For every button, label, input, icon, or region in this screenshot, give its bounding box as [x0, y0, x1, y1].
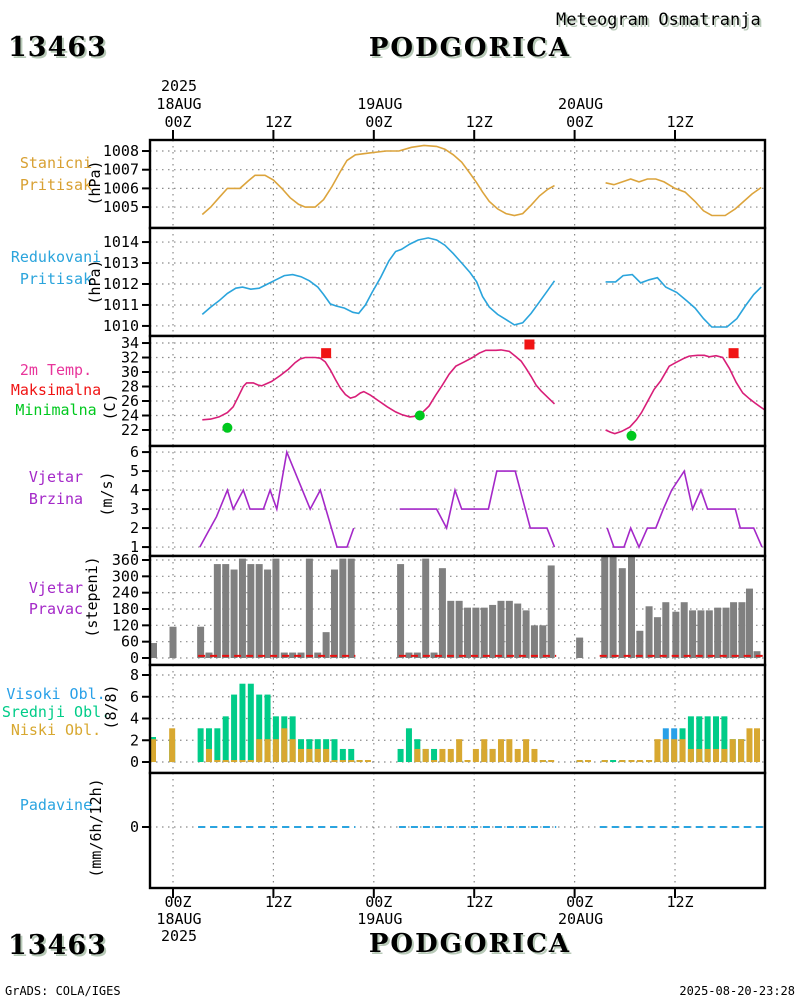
cloud-low-bar [340, 760, 346, 762]
ytick-label: 1005 [102, 198, 139, 217]
cloud-low-bar [456, 739, 462, 762]
unit-label-stepeni: (stepeni) [83, 556, 101, 638]
wind-direction-bar [662, 602, 669, 658]
panel-redukovani-pritisak [103, 228, 765, 336]
unit-label-88: (8/8) [102, 684, 120, 730]
wind-direction-bar [422, 559, 429, 658]
timestamp: 2025-08-20-23:28 [679, 984, 795, 998]
wind-direction-bar [738, 602, 745, 658]
cloud-low-bar [629, 760, 635, 762]
cloud-low-bar [465, 760, 471, 762]
ytick-label: 5 [129, 462, 139, 481]
cloud-low-bar [223, 760, 229, 762]
wind-direction-bar [256, 564, 263, 658]
cloud-mid-bar [248, 684, 254, 762]
wind-direction-bar [264, 570, 271, 658]
cloud-mid-bar [239, 684, 245, 762]
date-label-bottom: 19AUG [357, 910, 403, 928]
cloud-low-bar [498, 739, 504, 762]
label-line: Vjetar [28, 468, 84, 486]
panel-temperatura [121, 334, 765, 446]
time-label-top: 12Z [264, 113, 292, 131]
label-line: 2m Temp. [19, 361, 93, 379]
cloud-low-bar [298, 749, 304, 762]
cloud-mid-bar [610, 760, 616, 762]
wind-direction-bar [331, 570, 338, 658]
cloud-low-bar [680, 739, 686, 762]
date-label-top: 18AUG [156, 95, 202, 113]
wind-direction-bar [610, 556, 617, 658]
cloud-low-bar [265, 739, 271, 762]
cloud-low-bar [602, 760, 608, 762]
marker-maksimalna [321, 348, 331, 358]
label-line: Minimalna [15, 401, 97, 419]
wind-direction-bar [531, 625, 538, 658]
time-label-top: 00Z [566, 113, 594, 131]
wind-direction-bar [723, 608, 730, 658]
grads-credit: GrADS: COLA/IGES [5, 984, 121, 998]
marker-minimalna [222, 423, 232, 433]
cloud-low-bar [730, 739, 736, 762]
cloud-mid-bar [223, 716, 229, 762]
cloud-low-bar [585, 760, 591, 762]
wind-direction-bar [197, 627, 204, 658]
time-label-top: 00Z [164, 113, 192, 131]
wind-direction-bar [397, 564, 404, 658]
wind-direction-bar [697, 610, 704, 658]
wind-direction-bar [464, 608, 471, 658]
panel-padavine [130, 773, 765, 888]
ytick-label: 2 [129, 731, 139, 750]
wind-direction-bar [514, 604, 521, 658]
cloud-low-bar [448, 749, 454, 762]
wind-direction-bar [323, 632, 330, 658]
ytick-label: 6 [129, 687, 139, 706]
cloud-low-bar [490, 749, 496, 762]
wind-direction-bar [746, 589, 753, 658]
wind-direction-bar [497, 601, 504, 658]
cloud-low-bar [473, 749, 479, 762]
wind-direction-bar [646, 606, 653, 658]
cloud-low-bar [206, 749, 212, 762]
wind-direction-bar [681, 602, 688, 658]
time-label-bottom: 00Z [566, 893, 594, 911]
meteogram-subtitle: Meteogram Osmatranja [556, 10, 761, 30]
marker-minimalna [415, 410, 425, 420]
page-title-bottom: PODGORICA [368, 929, 572, 959]
cloud-low-bar [688, 749, 694, 762]
cloud-low-bar [481, 739, 487, 762]
cloud-low-bar [523, 739, 529, 762]
cloud-low-bar [169, 728, 175, 762]
panel-vjetar-brzina [130, 443, 765, 556]
cloud-mid-bar [331, 739, 337, 762]
cloud-low-bar [323, 749, 329, 762]
cloud-low-bar [439, 749, 445, 762]
panel-label-vjetar-brzina [0, 466, 112, 510]
marker-maksimalna [524, 339, 534, 349]
ytick-label: 1013 [102, 254, 139, 273]
ytick-label: 1007 [102, 160, 139, 179]
cloud-low-bar [357, 760, 363, 762]
wind-direction-bar [170, 627, 177, 658]
cloud-low-bar [705, 749, 711, 762]
label-line: Stanicni [19, 154, 93, 172]
ytick-label: 30 [120, 363, 139, 382]
wind-direction-bar [339, 559, 346, 658]
cloud-low-bar [548, 760, 554, 762]
cloud-low-bar [646, 760, 652, 762]
ytick-label: 32 [120, 348, 139, 367]
wind-direction-bar [548, 565, 555, 658]
time-label-top: 00Z [365, 113, 393, 131]
wind-direction-bar [272, 559, 279, 658]
ytick-label: 240 [111, 583, 139, 602]
time-label-bottom: 12Z [264, 893, 292, 911]
unit-label-mm: (mm/6h/12h) [87, 778, 105, 878]
year-label-top: 2025 [160, 77, 198, 95]
unit-label-hpa-1: (hPa) [86, 160, 104, 206]
cloud-low-bar [315, 749, 321, 762]
wind-direction-bar [754, 651, 761, 658]
ytick-label: 8 [129, 666, 139, 685]
ytick-label: 120 [111, 616, 139, 635]
ytick-label: 0 [129, 818, 139, 836]
cloud-low-bar [506, 739, 512, 762]
cloud-low-bar [637, 760, 643, 762]
station-id-top: 13463 [8, 32, 107, 63]
ytick-label: 1012 [102, 274, 139, 293]
ytick-label: 28 [120, 377, 139, 396]
wind-direction-bar [247, 564, 254, 658]
cloud-low-bar [738, 739, 744, 762]
cloud-mid-bar [398, 749, 404, 762]
time-label-bottom: 00Z [365, 893, 393, 911]
ytick-label: 1014 [102, 233, 139, 252]
ytick-label: 1008 [102, 142, 139, 161]
label-line: Visoki Obl. [6, 685, 106, 703]
cloud-low-bar [540, 760, 546, 762]
label-line: Padavine [19, 796, 93, 814]
cloud-low-bar [214, 760, 220, 762]
panel-label-temperatura [0, 360, 112, 420]
cloud-mid-bar [231, 695, 237, 762]
wind-direction-bar [654, 617, 661, 658]
ytick-label: 360 [111, 551, 139, 570]
label-line: Maksimalna [10, 381, 102, 399]
marker-maksimalna [729, 348, 739, 358]
cloud-low-bar [721, 749, 727, 762]
wind-direction-bar [730, 602, 737, 658]
cloud-low-bar [281, 728, 287, 762]
cloud-low-bar [256, 739, 262, 762]
wind-direction-bar [489, 605, 496, 658]
wind-direction-bar [231, 570, 238, 658]
wind-direction-bar [539, 625, 546, 658]
wind-direction-bar [239, 559, 246, 658]
wind-direction-bar [472, 608, 479, 658]
page-title-top: PODGORICA [368, 33, 572, 63]
date-label-bottom: 20AUG [558, 910, 604, 928]
time-label-bottom: 12Z [465, 893, 493, 911]
cloud-low-bar [754, 728, 760, 762]
cloud-low-bar [746, 728, 752, 762]
ytick-label: 0 [129, 753, 139, 772]
label-line: Brzina [28, 490, 84, 508]
wind-direction-bar [447, 601, 454, 658]
cloud-low-bar [713, 749, 719, 762]
time-label-bottom: 00Z [164, 893, 192, 911]
cloud-low-bar [577, 760, 583, 762]
cloud-low-bar [306, 749, 312, 762]
time-label-bottom: 12Z [666, 893, 694, 911]
cloud-low-bar [365, 760, 371, 762]
wind-direction-bar [222, 564, 229, 658]
cloud-low-bar [654, 739, 660, 762]
wind-direction-bar [481, 608, 488, 658]
wind-direction-bar [706, 610, 713, 658]
unit-label-hpa-2: (hPa) [86, 259, 104, 305]
ytick-label: 4 [129, 709, 139, 728]
label-line: Redukovani [10, 248, 102, 266]
wind-direction-bar [628, 556, 635, 658]
panel-label-oblacnost [0, 685, 112, 739]
ytick-label: 4 [129, 481, 139, 500]
panel-oblacnost [130, 665, 765, 773]
marker-minimalna [627, 431, 637, 441]
wind-direction-bar [439, 568, 446, 658]
wind-direction-bar [523, 610, 530, 658]
cloud-low-bar [231, 760, 237, 762]
wind-direction-bar [689, 610, 696, 658]
ytick-label: 26 [120, 392, 139, 410]
cloud-low-bar [248, 760, 254, 762]
year-label-bottom: 2025 [160, 927, 198, 945]
time-label-top: 12Z [465, 113, 493, 131]
ytick-label: 3 [129, 500, 139, 519]
label-line: Pritisak [19, 270, 93, 288]
cloud-low-bar [414, 749, 420, 762]
label-line: Vjetar [28, 579, 84, 597]
ytick-label: 2 [129, 519, 139, 538]
wind-direction-bar [306, 559, 313, 658]
cloud-low-bar [619, 760, 625, 762]
cloud-low-bar [515, 749, 521, 762]
label-line: Niski Obl. [10, 721, 102, 739]
wind-direction-bar [506, 601, 513, 658]
label-line: Pritisak [19, 176, 93, 194]
unit-label-c: (C) [101, 393, 119, 421]
cloud-low-bar [239, 760, 245, 762]
wind-direction-bar [348, 559, 355, 658]
cloud-low-bar [431, 760, 437, 762]
ytick-label: 6 [129, 443, 139, 462]
panel-vjetar-pravac [112, 551, 765, 667]
ytick-label: 60 [120, 632, 139, 651]
ytick-label: 24 [120, 406, 139, 425]
label-line: Srednji Obl. [1, 703, 111, 721]
wind-direction-bar [619, 568, 626, 658]
cloud-low-bar [348, 760, 354, 762]
cloud-low-bar [531, 749, 537, 762]
ytick-label: 180 [111, 600, 139, 619]
cloud-low-bar [331, 760, 337, 762]
time-label-top: 12Z [666, 113, 694, 131]
date-label-bottom: 18AUG [156, 910, 202, 928]
wind-direction-bar [714, 608, 721, 658]
ytick-label: 300 [111, 567, 139, 586]
panel-stanicni-pritisak [103, 140, 765, 228]
date-label-top: 20AUG [558, 95, 604, 113]
cloud-low-bar [290, 739, 296, 762]
wind-direction-bar [672, 612, 679, 658]
ytick-label: 1006 [102, 179, 139, 198]
ytick-label: 22 [120, 420, 139, 439]
unit-label-ms: (m/s) [98, 471, 116, 517]
station-id-bottom: 13463 [8, 930, 107, 961]
ytick-label: 0 [129, 649, 139, 668]
cloud-low-bar [696, 749, 702, 762]
label-line: Pravac [28, 600, 84, 618]
cloud-low-bar [663, 739, 669, 762]
cloud-low-bar [423, 749, 429, 762]
cloud-mid-bar [198, 728, 204, 762]
ytick-label: 1010 [102, 316, 139, 335]
ytick-label: 34 [120, 334, 139, 353]
cloud-low-bar [273, 739, 279, 762]
cloud-mid-bar [406, 728, 412, 762]
wind-direction-bar [601, 556, 608, 658]
cloud-low-bar [671, 739, 677, 762]
wind-direction-bar [214, 564, 221, 658]
date-label-top: 19AUG [357, 95, 403, 113]
ytick-label: 1 [129, 538, 139, 557]
ytick-label: 1011 [102, 295, 139, 314]
wind-direction-bar [456, 601, 463, 658]
wind-direction-bar [636, 631, 643, 658]
cloud-mid-bar [214, 728, 220, 762]
wind-direction-bar [576, 638, 583, 658]
